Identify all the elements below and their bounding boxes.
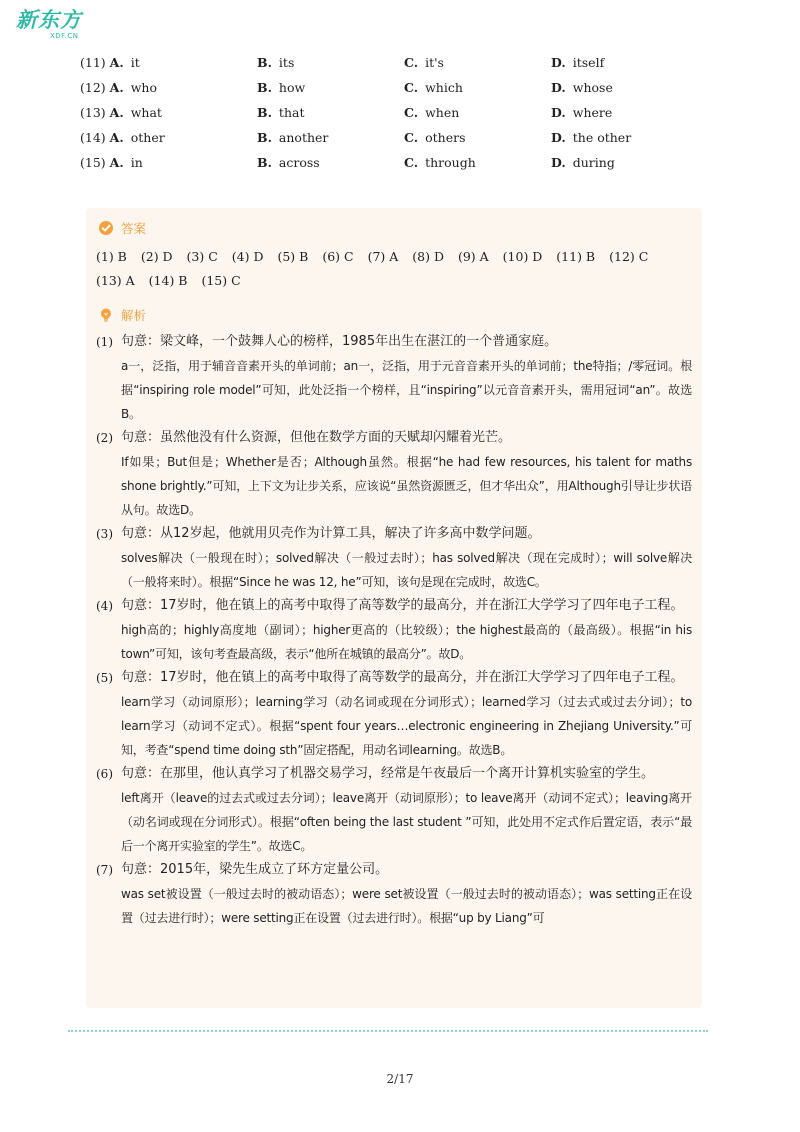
answer-item: (15) C [201,273,241,288]
question-number: (11) [80,55,106,70]
option-letter: C. [404,55,419,70]
option-letter: A. [109,155,124,170]
option-text: it [130,55,140,70]
option-text: what [130,105,162,120]
answer-item: (8) D [412,249,444,264]
explanation-item [96,666,692,762]
item-analysis: left离开（leave的过去式或过去分词）；leave离开（动词原形）；to leave离开（动词不定式）；leaving离开（动名词或现在分词形式）。根据“often being the last student ”可知，此处用不定式作后置定语，表示“最后一个离开实验室的学生”。故选C。 [121,791,692,853]
option-letter: D. [551,155,566,170]
question-number: (13) [80,105,106,120]
item-translation: 句意：17岁时，他在镇上的高考中取得了高等数学的最高分，并在浙江大学学习了四年电子工程。 [121,670,684,685]
option-letter: C. [404,105,419,120]
item-number: (2) [96,431,113,445]
answer-item: (6) C [322,249,354,264]
option-letter: C. [404,80,419,95]
answer-item: (12) C [609,249,649,264]
explanation-list [96,330,692,930]
option-text: others [425,130,466,145]
option-letter: D. [551,130,566,145]
explanation-item [96,426,692,522]
question-number: (15) [80,155,106,170]
item-translation: 句意：在那里，他认真学习了机器交易学习，经常是午夜最后一个离开计算机实验室的学生。 [121,766,655,781]
item-number: (3) [96,527,113,541]
item-translation: 句意：梁文峰，一个鼓舞人心的榜样，1985年出生在湛江的一个普通家庭。 [121,334,558,349]
item-number: (6) [96,767,113,781]
item-analysis: a一，泛指，用于辅音音素开头的单词前；an一，泛指，用于元音音素开头的单词前；the特指；/零冠词。根据“inspiring role model”可知，此处泛指一个榜样，且“inspiring”以元音音素开头，需用冠词“an”。故选B。 [121,359,692,421]
option-text: during [572,155,615,170]
footer-divider [68,1030,708,1032]
option-text: when [425,105,460,120]
explanation-item [96,858,692,930]
check-circle-icon [98,220,114,236]
option-letter: B. [257,155,272,170]
item-analysis: high高的；highly高度地（副词）；higher更高的（比较级）；the highest最高的（最高级）。根据“in his town”可知，该句考查最高级，表示“他所在城镇的最高分”。故D。 [121,623,692,661]
answer-item: (3) C [186,249,218,264]
option-text: how [278,80,306,95]
option-row [80,152,720,177]
option-text: it's [425,55,444,70]
option-text: other [130,130,165,145]
item-analysis: learn学习（动词原形）；learning学习（动名词或现在分词形式）；learned学习（过去式或过去分词）；to learn学习（动词不定式）。根据“spent four years…electronic engineering in Zhejiang University.”可知，考查“spend time doing sth”固定搭配，用动名词learning。故选B。 [121,695,692,757]
answer-item: (13) A [96,273,135,288]
option-letter: B. [257,130,272,145]
option-row [80,102,720,127]
item-number: (4) [96,599,113,613]
option-text: across [278,155,320,170]
option-text: another [278,130,329,145]
lightbulb-icon [98,307,114,323]
explanation-item [96,330,692,426]
answer-item: (7) A [367,249,399,264]
item-translation: 句意：从12岁起，他就用贝壳作为计算工具，解决了许多高中数学问题。 [121,526,541,541]
option-row [80,127,720,152]
option-letter: D. [551,55,566,70]
page-number: 2/17 [386,1072,414,1086]
answer-item: (2) D [140,249,173,264]
option-letter: D. [551,80,566,95]
answer-item: (10) D [502,249,543,264]
option-letter: B. [257,105,272,120]
option-letter: D. [551,105,566,120]
logo-brand: 新东方 [16,8,82,32]
question-number: (12) [80,80,106,95]
option-text: itself [572,55,605,70]
option-text: its [278,55,295,70]
item-translation: 句意：2015年，梁先生成立了环方定量公司。 [121,862,389,877]
answer-item: (9) A [457,249,489,264]
option-letter: B. [257,55,272,70]
option-text: through [425,155,476,170]
item-analysis: If如果；But但是；Whether是否；Although虽然。根据“he had few resources, his talent for maths shone brightly.”可知，上下文为让步关系，应该说“虽然资源匮乏，但才华出众”，用Although引导让步状语从句。故选D。 [121,455,692,517]
option-letter: C. [404,130,419,145]
item-analysis: solves解决（一般现在时）；solved解决（一般过去时）；has solved解决（现在完成时）；will solve解决（一般将来时）。根据“Since he was 12, he”可知，该句是现在完成时，故选C。 [121,551,692,589]
option-letter: B. [257,80,272,95]
item-number: (1) [96,335,113,349]
option-row [80,52,720,77]
option-letter: A. [109,80,124,95]
logo-sub: XDF.CN [50,32,79,40]
explanation-item [96,522,692,594]
item-number: (5) [96,671,113,685]
explanation-item [96,762,692,858]
answer-item: (11) B [556,249,596,264]
item-analysis: was set被设置（一般过去时的被动语态）；were set被设置（一般过去时的被动语态）；was setting正在设置（过去进行时）；were setting正在设置（过去进行时）。根据“up by Liang”可 [121,887,692,925]
option-row [80,77,720,102]
item-translation: 句意：虽然他没有什么资源，但他在数学方面的天赋却闪耀着光芒。 [121,430,512,445]
option-text: that [278,105,305,120]
option-text: whose [572,80,613,95]
option-letter: A. [109,55,124,70]
answer-item: (5) B [277,249,309,264]
explanation-item [96,594,692,666]
option-text: in [130,155,143,170]
item-translation: 句意：17岁时，他在镇上的高考中取得了高等数学的最高分，并在浙江大学学习了四年电子工程。 [121,598,684,613]
xdf-logo [16,8,88,42]
option-text: the other [572,130,632,145]
item-number: (7) [96,863,113,877]
answer-item: (4) D [231,249,264,264]
options-list [80,52,720,177]
option-letter: C. [404,155,419,170]
explanation-heading [98,306,146,324]
answer-heading [98,219,146,237]
option-text: where [572,105,613,120]
answer-item: (1) B [96,249,127,264]
question-number: (14) [80,130,106,145]
option-letter: A. [109,130,124,145]
option-text: which [425,80,463,95]
option-letter: A. [109,105,124,120]
option-text: who [130,80,157,95]
answer-item: (14) B [148,273,188,288]
answer-list [96,245,692,293]
answer-label: 答案 [121,221,147,236]
explanation-label: 解析 [121,308,147,323]
